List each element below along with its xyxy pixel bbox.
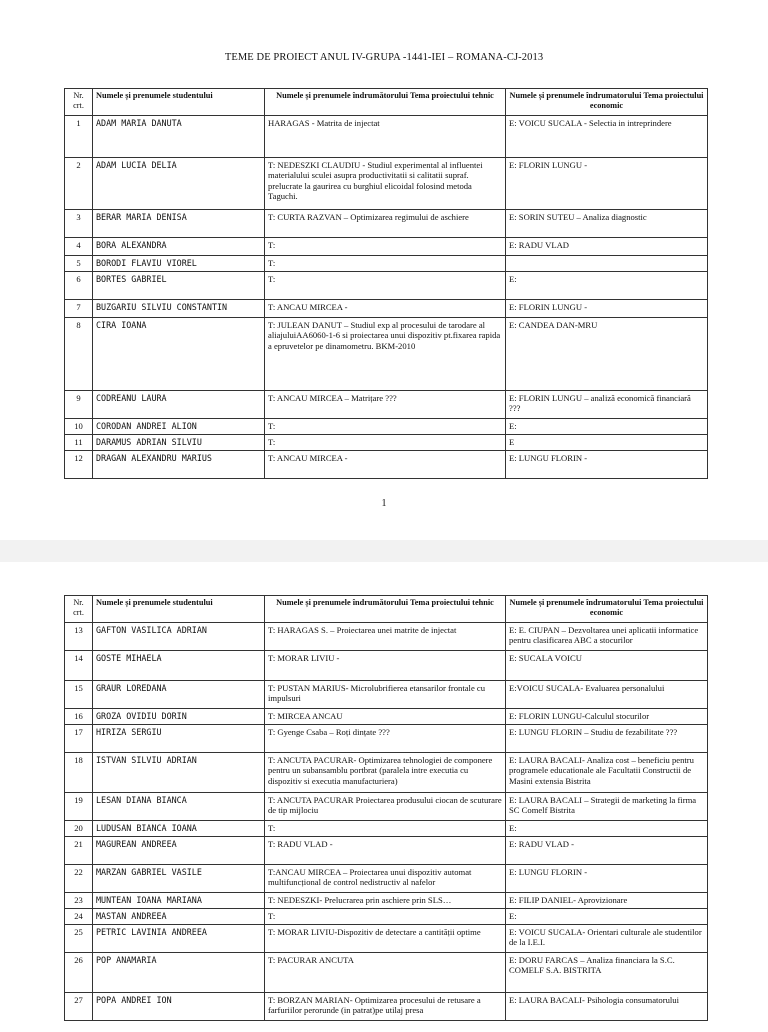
cell-tema-tehnic: T: (265, 256, 506, 272)
projects-table-page-1 (64, 88, 708, 479)
cell-tema-tehnic: T: NEDESZKI CLAUDIU - Studiul experimental al influentei materialului sculei asupra productivitatii si calitatii supraf. prelucrate la gaurirea cu burghiul elicoidal folosind metoda Taguchi. (265, 158, 506, 210)
cell-student-name: GOSTE MIHAELA (93, 651, 265, 681)
cell-student-name: HIRIZA SERGIU (93, 725, 265, 753)
cell-tema-tehnic: T: NEDESZKI- Prelucrarea prin aschiere prin SLS… (265, 893, 506, 909)
cell-tema-economic: E: LUNGU FLORIN – Studiu de fezabilitate ??? (506, 725, 708, 753)
cell-student-name: BERAR MARIA DENISA (93, 210, 265, 238)
cell-tema-economic: E: LAURA BACALI- Psihologia consumatorului (506, 993, 708, 1021)
cell-student-name: BORA ALEXANDRA (93, 238, 265, 256)
cell-nr: 3 (65, 210, 93, 238)
header-tehnic: Numele și prenumele îndrumătorului Tema proiectului tehnic (265, 89, 506, 116)
cell-tema-economic: E: SORIN SUTEU – Analiza diagnostic (506, 210, 708, 238)
table-header-row (65, 89, 708, 116)
cell-tema-economic: E: FLORIN LUNGU – analiză economică financiară ??? (506, 391, 708, 419)
table-row (65, 623, 708, 651)
table-row (65, 837, 708, 865)
cell-tema-tehnic: T: (265, 909, 506, 925)
table-row (65, 419, 708, 435)
table-row (65, 709, 708, 725)
cell-nr: 25 (65, 925, 93, 953)
cell-tema-economic: E: LAURA BACALI- Analiza cost – beneficiu pentru programele educationale ale Facultatii Constructii de Masini extensia Bistrita (506, 753, 708, 793)
cell-student-name: BORTES GABRIEL (93, 272, 265, 300)
cell-tema-economic: E: VOICU SUCALA- Orientari culturale ale studentilor de la I.E.I. (506, 925, 708, 953)
cell-student-name: PETRIC LAVINIA ANDREEA (93, 925, 265, 953)
cell-student-name: ADAM MARIA DANUTA (93, 116, 265, 158)
cell-nr: 6 (65, 272, 93, 300)
cell-nr: 2 (65, 158, 93, 210)
cell-nr: 15 (65, 681, 93, 709)
table-row (65, 865, 708, 893)
cell-nr: 24 (65, 909, 93, 925)
cell-nr: 19 (65, 793, 93, 821)
cell-tema-tehnic: T: HARAGAS S. – Proiectarea unei matrite de injectat (265, 623, 506, 651)
cell-tema-economic: E: LUNGU FLORIN - (506, 865, 708, 893)
cell-tema-economic: E: (506, 272, 708, 300)
cell-tema-tehnic: T: (265, 238, 506, 256)
table-row (65, 435, 708, 451)
cell-student-name: POPA ANDREI ION (93, 993, 265, 1021)
cell-tema-tehnic: HARAGAS - Matrita de injectat (265, 116, 506, 158)
cell-tema-tehnic: T: Gyenge Csaba – Roți dințate ??? (265, 725, 506, 753)
cell-tema-economic: E: FLORIN LUNGU-Calculul stocurilor (506, 709, 708, 725)
table-row (65, 158, 708, 210)
table-row (65, 116, 708, 158)
table-header-row (65, 596, 708, 623)
cell-tema-tehnic: T: ANCAU MIRCEA – Matrițare ??? (265, 391, 506, 419)
cell-tema-economic: E: LAURA BACALI – Strategii de marketing la firma SC Comelf Bistrita (506, 793, 708, 821)
cell-tema-tehnic: T: ANCAU MIRCEA - (265, 451, 506, 479)
table-row (65, 993, 708, 1021)
cell-tema-tehnic: T: (265, 821, 506, 837)
cell-tema-economic: E: FLORIN LUNGU - (506, 300, 708, 318)
cell-tema-tehnic: T: PUSTAN MARIUS- Microlubrifierea etansarilor frontale cu impulsuri (265, 681, 506, 709)
cell-nr: 20 (65, 821, 93, 837)
cell-student-name: CODREANU LAURA (93, 391, 265, 419)
cell-tema-tehnic: T: (265, 435, 506, 451)
cell-student-name: ISTVAN SILVIU ADRIAN (93, 753, 265, 793)
table-row (65, 256, 708, 272)
cell-tema-tehnic: T: JULEAN DANUT – Studiul exp al procesului de tarodare al aliajuluiAA6060-1-6 si proiectarea unui dispozitiv pt.fixarea rapida a epruvetelor pe dinamometru. BKM-2010 (265, 318, 506, 391)
cell-tema-tehnic: T: (265, 419, 506, 435)
cell-tema-economic: E: E. CIUPAN – Dezvoltarea unei aplicatii informatice pentru clasificarea ABC a stocurilor (506, 623, 708, 651)
cell-student-name: MARZAN GABRIEL VASILE (93, 865, 265, 893)
header-student: Numele și prenumele studentului (93, 596, 265, 623)
cell-nr: 21 (65, 837, 93, 865)
table-row (65, 318, 708, 391)
cell-student-name: GROZA OVIDIU DORIN (93, 709, 265, 725)
cell-tema-economic: E: (506, 821, 708, 837)
cell-tema-tehnic: T: ANCAU MIRCEA - (265, 300, 506, 318)
table-row (65, 753, 708, 793)
cell-student-name: MUNTEAN IOANA MARIANA (93, 893, 265, 909)
cell-student-name: LUDUSAN BIANCA IOANA (93, 821, 265, 837)
cell-nr: 5 (65, 256, 93, 272)
header-nr: Nr. crt. (65, 596, 93, 623)
table-row (65, 793, 708, 821)
cell-tema-economic: E: RADU VLAD (506, 238, 708, 256)
cell-tema-economic: E: RADU VLAD - (506, 837, 708, 865)
table-row (65, 391, 708, 419)
cell-nr: 7 (65, 300, 93, 318)
table-row (65, 238, 708, 256)
cell-tema-tehnic: T: ANCUTA PACURAR Proiectarea produsului ciocan de scuturare de tip mijlociu (265, 793, 506, 821)
cell-tema-tehnic: T: CURTA RAZVAN – Optimizarea regimului de aschiere (265, 210, 506, 238)
table-row (65, 272, 708, 300)
cell-nr: 18 (65, 753, 93, 793)
cell-tema-economic: E: SUCALA VOICU (506, 651, 708, 681)
cell-tema-tehnic: T: BORZAN MARIAN- Optimizarea procesului de retusare a farfuriilor perorunde (in patrat)pe utilaj presa (265, 993, 506, 1021)
table-row (65, 210, 708, 238)
table-row (65, 651, 708, 681)
page-number: 1 (381, 498, 387, 509)
cell-nr: 9 (65, 391, 93, 419)
cell-tema-economic: E: (506, 909, 708, 925)
cell-student-name: GRAUR LOREDANA (93, 681, 265, 709)
table-row (65, 925, 708, 953)
cell-student-name: LESAN DIANA BIANCA (93, 793, 265, 821)
cell-student-name: DARAMUS ADRIAN SILVIU (93, 435, 265, 451)
header-economic: Numele și prenumele îndrumatorului Tema proiectului economic (506, 596, 708, 623)
header-nr: Nr. crt. (65, 89, 93, 116)
cell-tema-tehnic: T: ANCUTA PACURAR- Optimizarea tehnologiei de componere pentru un subansamblu portbrat (paralela intre executia cu dispozitiv si executia manufacturiera) (265, 753, 506, 793)
cell-nr: 27 (65, 993, 93, 1021)
cell-tema-economic: E: DORU FARCAS – Analiza financiara la S.C. COMELF S.A. BISTRITA (506, 953, 708, 993)
table-row (65, 725, 708, 753)
cell-tema-economic: E:VOICU SUCALA- Evaluarea personalului (506, 681, 708, 709)
cell-tema-economic: E: FLORIN LUNGU - (506, 158, 708, 210)
document-page-2 (0, 562, 768, 1032)
cell-tema-tehnic: T: (265, 272, 506, 300)
cell-nr: 17 (65, 725, 93, 753)
projects-table-page-2 (64, 595, 708, 1021)
cell-tema-economic: E: LUNGU FLORIN - (506, 451, 708, 479)
table-row (65, 821, 708, 837)
cell-nr: 23 (65, 893, 93, 909)
cell-student-name: DRAGAN ALEXANDRU MARIUS (93, 451, 265, 479)
cell-tema-economic: E: VOICU SUCALA - Selectia in intreprindere (506, 116, 708, 158)
cell-nr: 16 (65, 709, 93, 725)
cell-tema-tehnic: T: MORAR LIVIU-Dispozitiv de detectare a cantității optime (265, 925, 506, 953)
cell-tema-economic: E: CANDEA DAN-MRU (506, 318, 708, 391)
cell-tema-tehnic: T: RADU VLAD - (265, 837, 506, 865)
cell-tema-tehnic: T: MORAR LIVIU - (265, 651, 506, 681)
cell-student-name: POP ANAMARIA (93, 953, 265, 993)
cell-nr: 11 (65, 435, 93, 451)
header-tehnic: Numele și prenumele îndrumătorului Tema proiectului tehnic (265, 596, 506, 623)
cell-nr: 1 (65, 116, 93, 158)
cell-student-name: MASTAN ANDREEA (93, 909, 265, 925)
cell-tema-tehnic: T:ANCAU MIRCEA – Proiectarea unui dispozitiv automat multifuncțional de control nedistructiv al nafelor (265, 865, 506, 893)
table-row (65, 300, 708, 318)
table-row (65, 681, 708, 709)
cell-tema-tehnic: T: MIRCEA ANCAU (265, 709, 506, 725)
cell-student-name: GAFTON VASILICA ADRIAN (93, 623, 265, 651)
cell-nr: 14 (65, 651, 93, 681)
cell-student-name: BUZGARIU SILVIU CONSTANTIN (93, 300, 265, 318)
cell-tema-economic: E: (506, 419, 708, 435)
header-economic: Numele și prenumele îndrumatorului Tema proiectului economic (506, 89, 708, 116)
cell-nr: 22 (65, 865, 93, 893)
cell-nr: 13 (65, 623, 93, 651)
cell-student-name: MAGUREAN ANDREEA (93, 837, 265, 865)
cell-nr: 8 (65, 318, 93, 391)
cell-student-name: ADAM LUCIA DELIA (93, 158, 265, 210)
cell-student-name: CIRA IOANA (93, 318, 265, 391)
cell-tema-economic: E: FILIP DANIEL- Aprovizionare (506, 893, 708, 909)
table-row (65, 893, 708, 909)
cell-tema-economic: E (506, 435, 708, 451)
header-student: Numele și prenumele studentului (93, 89, 265, 116)
cell-tema-economic (506, 256, 708, 272)
cell-nr: 26 (65, 953, 93, 993)
cell-nr: 12 (65, 451, 93, 479)
table-row (65, 909, 708, 925)
cell-student-name: BORODI FLAVIU VIOREL (93, 256, 265, 272)
cell-nr: 4 (65, 238, 93, 256)
table-row (65, 953, 708, 993)
cell-student-name: CORODAN ANDREI ALION (93, 419, 265, 435)
cell-tema-tehnic: T: PACURAR ANCUTA (265, 953, 506, 993)
table-row (65, 451, 708, 479)
document-title: TEME DE PROIECT ANUL IV-GRUPA -1441-IEI – ROMANA-CJ-2013 (224, 52, 544, 63)
cell-nr: 10 (65, 419, 93, 435)
